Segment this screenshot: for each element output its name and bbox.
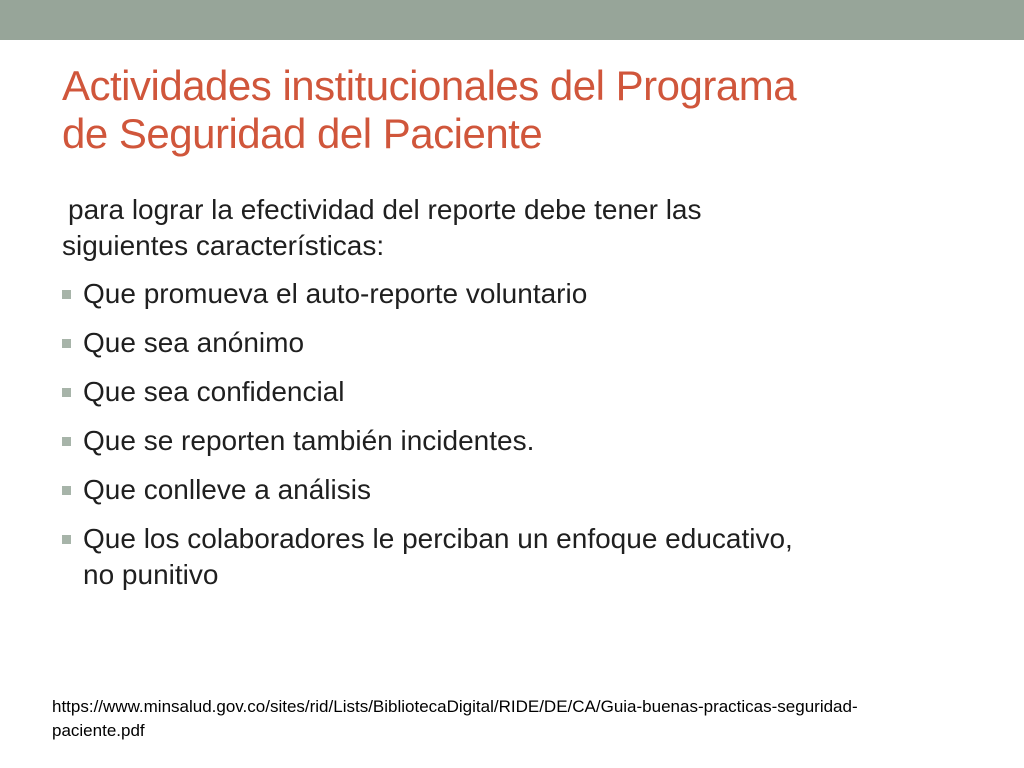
source-link[interactable]: [52, 695, 1012, 743]
list-item: [62, 325, 982, 361]
square-bullet-icon: [62, 290, 71, 299]
source-link-line-1[interactable]: https://www.minsalud.gov.co/sites/rid/Lists/BibliotecaDigital/RIDE/DE/CA/Guia-buenas-practicas-seguridad-: [52, 697, 858, 716]
intro-line-1: para lograr la efectividad del reporte debe tener las: [68, 194, 702, 225]
list-item: [62, 521, 982, 593]
list-item-text: Que promueva el auto-reporte voluntario: [83, 278, 588, 309]
intro-line-2: siguientes características:: [62, 230, 385, 261]
characteristics-list: [62, 276, 982, 593]
list-item-text: Que conlleve a análisis: [83, 474, 371, 505]
square-bullet-icon: [62, 486, 71, 495]
list-item-text-line-1: Que los colaboradores le perciban un enfoque educativo,: [83, 523, 793, 554]
list-item: [62, 472, 982, 508]
slide-body: [62, 192, 982, 606]
list-item-text: Que se reporten también incidentes.: [83, 425, 535, 456]
list-item-text-line-2: no punitivo: [83, 559, 219, 590]
list-item: [62, 374, 982, 410]
square-bullet-icon: [62, 437, 71, 446]
intro-text: [62, 192, 982, 264]
list-item: [62, 423, 982, 459]
slide-title-line-1: Actividades institucionales del Programa: [62, 62, 797, 109]
list-item-text: [83, 521, 982, 593]
slide-title-line-2: de Seguridad del Paciente: [62, 110, 543, 157]
square-bullet-icon: [62, 535, 71, 544]
top-accent-bar: [0, 0, 1024, 40]
source-link-line-2[interactable]: paciente.pdf: [52, 721, 145, 740]
square-bullet-icon: [62, 339, 71, 348]
list-item-text: Que sea confidencial: [83, 376, 345, 407]
list-item-text: Que sea anónimo: [83, 327, 305, 358]
square-bullet-icon: [62, 388, 71, 397]
slide-title: [62, 62, 962, 158]
list-item: [62, 276, 982, 312]
